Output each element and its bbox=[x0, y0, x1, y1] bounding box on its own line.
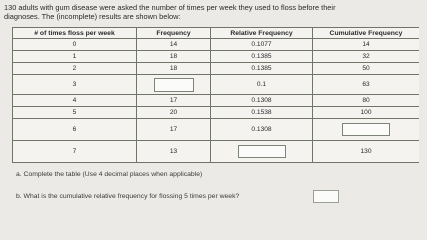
cumulative-answer-input[interactable] bbox=[342, 123, 390, 136]
frequency-answer-input[interactable] bbox=[154, 78, 194, 92]
cell-frequency: 17 bbox=[137, 119, 210, 140]
cell-cumulative: 130 bbox=[313, 141, 419, 162]
intro-line-1: 130 adults with gum disease were asked the number of times per week they used to floss before their bbox=[4, 3, 336, 12]
cell-times: 6 bbox=[13, 119, 136, 140]
cell-relative: 0.1385 bbox=[211, 51, 312, 62]
cell-cumulative-blank bbox=[313, 119, 419, 140]
cell-times: 0 bbox=[13, 39, 136, 50]
cell-cumulative: 14 bbox=[313, 39, 419, 50]
header-cumulative-frequency: Cumulative Frequency bbox=[313, 28, 419, 38]
cell-relative: 0.1538 bbox=[211, 107, 312, 118]
cell-times: 5 bbox=[13, 107, 136, 118]
header-times: # of times floss per week bbox=[13, 28, 136, 38]
cell-cumulative: 80 bbox=[313, 95, 419, 106]
part-b-question: b. What is the cumulative relative frequency for flossing 5 times per week? bbox=[16, 193, 240, 200]
header-frequency: Frequency bbox=[137, 28, 210, 38]
cell-frequency-blank bbox=[137, 75, 210, 94]
cell-relative: 0.1 bbox=[211, 75, 312, 94]
intro-line-2: diagnoses. The (incomplete) results are shown below: bbox=[4, 12, 181, 21]
cell-times: 7 bbox=[13, 141, 136, 162]
cell-frequency: 13 bbox=[137, 141, 210, 162]
cell-relative-blank bbox=[211, 141, 312, 162]
cell-frequency: 14 bbox=[137, 39, 210, 50]
cell-times: 2 bbox=[13, 63, 136, 74]
cell-times: 3 bbox=[13, 75, 136, 94]
cell-frequency: 17 bbox=[137, 95, 210, 106]
frequency-table bbox=[12, 27, 419, 163]
cell-times: 1 bbox=[13, 51, 136, 62]
cell-relative: 0.1308 bbox=[211, 95, 312, 106]
cell-cumulative: 100 bbox=[313, 107, 419, 118]
relative-answer-input[interactable] bbox=[238, 145, 286, 158]
cell-times: 4 bbox=[13, 95, 136, 106]
cell-relative: 0.1385 bbox=[211, 63, 312, 74]
problem-statement bbox=[4, 3, 424, 21]
cell-frequency: 18 bbox=[137, 51, 210, 62]
cell-frequency: 18 bbox=[137, 63, 210, 74]
cell-frequency: 20 bbox=[137, 107, 210, 118]
part-b-answer-input[interactable] bbox=[313, 190, 339, 203]
cell-cumulative: 32 bbox=[313, 51, 419, 62]
part-a-instruction: a. Complete the table (Use 4 decimal places when applicable) bbox=[16, 171, 203, 178]
header-relative-frequency: Relative Frequency bbox=[211, 28, 312, 38]
cell-cumulative: 63 bbox=[313, 75, 419, 94]
cell-relative: 0.1308 bbox=[211, 119, 312, 140]
cell-cumulative: 50 bbox=[313, 63, 419, 74]
cell-relative: 0.1077 bbox=[211, 39, 312, 50]
